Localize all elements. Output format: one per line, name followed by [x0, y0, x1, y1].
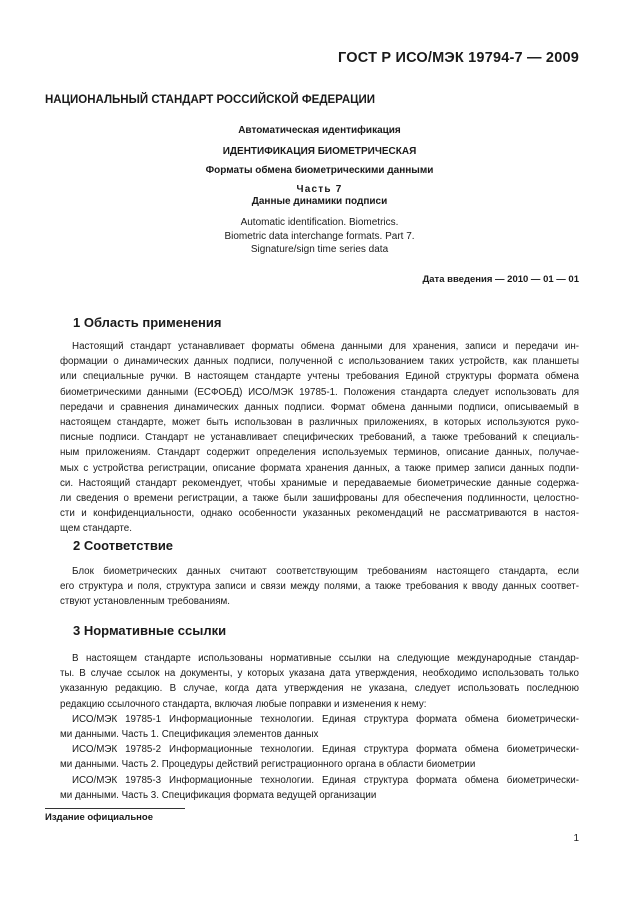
standard-code: ГОСТ Р ИСО/МЭК 19794-7 — 2009	[338, 50, 579, 66]
text-line: передачи и сравнения динамических данных подписи. Формат обмена данными подписи, описываемый в	[60, 401, 579, 413]
english-title-line: Signature/sign time series data	[250, 244, 389, 255]
english-title-line: Automatic identification. Biometrics.	[240, 217, 399, 228]
text-line: редакцию ссылочного стандарта, включая любые поправки и изменения к нему:	[60, 698, 427, 710]
reference-line: ми данными. Часть 2. Процедуры действий регистрационного органа в области биометрии	[60, 759, 476, 771]
text-line: настоящем стандарте, может быть использован в различных приложениях, в которых используются руко-	[60, 416, 579, 428]
text-line: сти и конфиденциальности, однако особенности указанных рекомендаций не рассматриваются в настоя-	[60, 508, 579, 520]
section-3-heading: 3 Нормативные ссылки	[73, 623, 227, 638]
text-line: Блок биометрических данных считают соответствующим требованиям настоящего стандарта, если	[72, 566, 579, 577]
text-line: биометрическими данными (ЕСФОБД) ИСО/МЭК 19785-1. Положения стандарта следует использовать для	[60, 386, 579, 398]
footer-divider	[45, 808, 185, 809]
text-line: щем стандарте.	[60, 523, 132, 535]
text-line: его структура и поля, структура записи и связи между полями, а также требования к вводу данных соответ-	[60, 581, 579, 593]
title-line-2: ИДЕНТИФИКАЦИЯ БИОМЕТРИЧЕСКАЯ	[222, 146, 417, 157]
text-line: ты. В случае ссылок на документы, у которых указана дата утверждения, необходимо использовать только	[60, 668, 579, 680]
text-line: ли сведения о времени регистрации, а также были зашифрованы для обеспечения подлинности, целостно-	[60, 492, 579, 504]
official-edition-label: Издание официальное	[45, 812, 153, 823]
text-line: или специальные ручки. В настоящем стандарте учтены требования Единой структуры формата обмена	[60, 371, 579, 383]
text-line: В настоящем стандарте использованы нормативные ссылки на следующие международные стандар-	[72, 653, 579, 664]
text-line: ным приложениям. Стандарт содержит определения используемых терминов, описание данных, получае-	[60, 447, 579, 459]
part-number: Часть 7	[296, 184, 343, 195]
title-line-1: Автоматическая идентификация	[238, 125, 401, 136]
reference-line: ми данными. Часть 1. Спецификация элементов данных	[60, 728, 319, 740]
national-standard-banner: НАЦИОНАЛЬНЫЙ СТАНДАРТ РОССИЙСКОЙ ФЕДЕРАЦИИ	[45, 94, 376, 106]
text-line: Настоящий стандарт устанавливает форматы обмена данными для хранения, записи и передачи ин-	[72, 341, 579, 352]
text-line: писные подписи. Стандарт не устанавливает специфических требований, а также требований к специаль-	[60, 432, 579, 444]
text-line: мых с устройства регистрации, описание формата хранения данных, а также пример записи данных подпи-	[60, 462, 579, 474]
english-title	[40, 216, 599, 257]
text-line: формации о динамических данных подписи, полученной с использованием таких устройств, как планшеты	[60, 356, 579, 368]
reference-line: ИСО/МЭК 19785-2 Информационные технологии. Единая структура формата обмена биометрически-	[72, 744, 579, 756]
introduction-date: Дата введения — 2010 — 01 — 01	[422, 274, 579, 285]
section-1-body	[60, 339, 579, 536]
text-line: указанную редакцию. В случае, когда дата утверждения не указана, следует использовать последнюю	[60, 683, 579, 695]
english-title-line: Biometric data interchange formats. Part 7.	[224, 230, 415, 242]
section-2-body	[60, 564, 579, 610]
section-2-heading: 2 Соответствие	[73, 538, 174, 553]
section-3-body	[60, 651, 579, 803]
part-title: Данные динамики подписи	[251, 196, 388, 207]
title-line-3: Форматы обмена биометрическими данными	[205, 165, 434, 176]
reference-line: ИСО/МЭК 19785-3 Информационные технологии. Единая структура формата обмена биометрически-	[72, 774, 579, 786]
reference-line: ми данными. Часть 3. Спецификация формата ведущей организации	[60, 789, 377, 801]
reference-line: ИСО/МЭК 19785-1 Информационные технологии. Единая структура формата обмена биометрически-	[72, 713, 579, 725]
text-line: ствуют установленным требованиям.	[60, 596, 230, 608]
section-1-heading: 1 Область применения	[73, 315, 222, 330]
page-number: 1	[573, 833, 579, 844]
text-line: си. Настоящий стандарт рекомендует, чтобы хранимые и передаваемые биометрические данные содержа-	[60, 477, 579, 489]
